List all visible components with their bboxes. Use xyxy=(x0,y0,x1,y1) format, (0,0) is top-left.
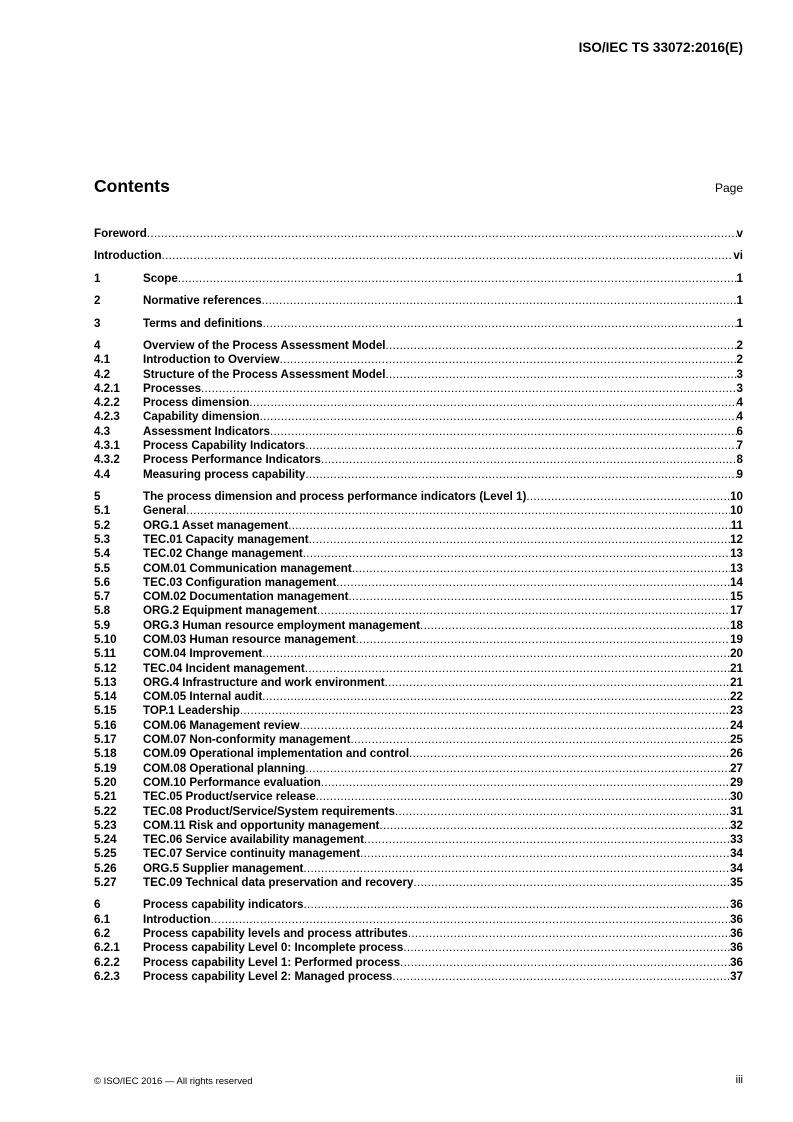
toc-entry-number: 5.13 xyxy=(94,675,117,689)
toc-entry-title: TEC.01 Capacity management xyxy=(143,532,309,546)
toc-entry-number: 5.27 xyxy=(94,876,117,890)
toc-entry[interactable] xyxy=(94,862,743,876)
toc-entry[interactable] xyxy=(94,468,743,482)
toc-dot-leader xyxy=(403,941,730,955)
toc-entry[interactable] xyxy=(94,410,743,424)
toc-entry-number: 5.22 xyxy=(94,804,117,818)
toc-dot-leader xyxy=(288,519,731,533)
toc-entry-title: Scope xyxy=(143,271,178,285)
toc-dot-leader xyxy=(409,747,730,761)
toc-entry[interactable] xyxy=(94,805,743,819)
toc-entry-title: Introduction to Overview xyxy=(143,353,280,367)
toc-entry-title: COM.11 Risk and opportunity management xyxy=(143,818,380,832)
toc-entry-number: 5.10 xyxy=(94,632,117,646)
toc-entry-number: 4 xyxy=(94,338,101,352)
toc-entry-page: 4 xyxy=(736,410,743,424)
toc-entry-title: TEC.05 Product/service release xyxy=(143,790,316,804)
toc-entry[interactable] xyxy=(94,941,743,955)
toc-entry-page: 10 xyxy=(730,504,743,518)
toc-entry-number: 2 xyxy=(94,294,101,308)
toc-entry-title: Process capability Level 0: Incomplete process xyxy=(143,941,404,955)
toc-entry[interactable] xyxy=(94,898,743,912)
toc-dot-leader xyxy=(350,733,730,747)
toc-entry[interactable] xyxy=(94,339,743,353)
toc-entry-title: COM.05 Internal audit xyxy=(143,690,263,704)
toc-dot-leader xyxy=(262,690,730,704)
toc-entry-page: 8 xyxy=(736,453,743,467)
copyright-notice: © ISO/IEC 2016 — All rights reserved xyxy=(94,1076,253,1087)
toc-dot-leader xyxy=(300,719,731,733)
toc-entry-title: Process capability levels and process attributes xyxy=(143,927,408,941)
toc-entry-number: 4.2.3 xyxy=(94,410,120,424)
toc-entry-number: 5.4 xyxy=(94,547,111,561)
toc-entry-title: COM.08 Operational planning xyxy=(143,761,306,775)
table-of-contents xyxy=(94,227,743,984)
toc-dot-leader xyxy=(420,619,730,633)
toc-entry-title: COM.02 Documentation management xyxy=(143,590,349,604)
page-number: iii xyxy=(735,1074,743,1086)
toc-dot-leader xyxy=(400,956,730,970)
toc-entry-page: 35 xyxy=(730,876,743,890)
toc-entry-title: TEC.06 Service availability management xyxy=(143,833,365,847)
toc-entry-title: Capability dimension xyxy=(143,410,260,424)
toc-entry-page: 2 xyxy=(736,338,743,352)
toc-dot-leader xyxy=(240,704,730,718)
toc-entry-page: 3 xyxy=(736,381,743,395)
toc-dot-leader xyxy=(201,382,737,396)
toc-entry[interactable] xyxy=(94,733,743,747)
toc-entry[interactable] xyxy=(94,504,743,518)
toc-entry-title: ORG.4 Infrastructure and work environment xyxy=(143,675,385,689)
toc-entry-number: 6.2.1 xyxy=(94,941,120,955)
toc-entry-number: 6.2.2 xyxy=(94,955,120,969)
toc-dot-leader xyxy=(316,790,730,804)
toc-entry[interactable] xyxy=(94,272,743,286)
toc-entry-page: 4 xyxy=(736,396,743,410)
toc-entry-number: 5.5 xyxy=(94,561,111,575)
toc-dot-leader xyxy=(526,490,730,504)
toc-entry-title: Terms and definitions xyxy=(143,316,263,330)
toc-dot-leader xyxy=(395,805,730,819)
toc-entry[interactable] xyxy=(94,533,743,547)
toc-entry[interactable] xyxy=(94,662,743,676)
toc-entry-number: 5.8 xyxy=(94,604,111,618)
toc-entry-page: 26 xyxy=(730,747,743,761)
toc-entry-number: 5.23 xyxy=(94,818,117,832)
toc-dot-leader xyxy=(147,227,737,241)
toc-entry-page: 34 xyxy=(730,861,743,875)
toc-entry-number: 6.1 xyxy=(94,912,111,926)
toc-entry-title: COM.07 Non-conformity management xyxy=(143,733,351,747)
toc-dot-leader xyxy=(162,249,734,263)
toc-dot-leader xyxy=(262,294,737,308)
toc-entry-title: Process dimension xyxy=(143,396,250,410)
toc-entry-page: 1 xyxy=(736,294,743,308)
toc-entry-page: v xyxy=(736,227,743,240)
toc-entry-page: 19 xyxy=(730,632,743,646)
toc-dot-leader xyxy=(352,562,730,576)
toc-dot-leader xyxy=(413,876,730,890)
toc-entry-page: 27 xyxy=(730,761,743,775)
toc-entry-title: Introduction xyxy=(94,249,162,263)
toc-entry-title: Processes xyxy=(143,381,202,395)
toc-entry-title: COM.04 Improvement xyxy=(143,647,263,661)
toc-entry[interactable] xyxy=(94,368,743,382)
toc-dot-leader xyxy=(263,317,737,331)
toc-dot-leader xyxy=(379,819,730,833)
toc-dot-leader xyxy=(249,396,736,410)
toc-entry-title: The process dimension and process performance indicators (Level 1) xyxy=(143,490,527,504)
toc-entry-title: COM.03 Human resource management xyxy=(143,632,356,646)
toc-entry-number: 5.12 xyxy=(94,661,117,675)
toc-entry[interactable] xyxy=(94,690,743,704)
toc-entry-title: COM.09 Operational implementation and control xyxy=(143,747,410,761)
toc-entry[interactable] xyxy=(94,604,743,618)
toc-entry-title: Process capability Level 2: Managed process xyxy=(143,969,393,983)
toc-entry-number: 4.3 xyxy=(94,424,111,438)
toc-entry-title: TOP.1 Leadership xyxy=(143,704,240,718)
toc-entry-number: 4.2.2 xyxy=(94,396,120,410)
toc-entry-title: TEC.02 Change management xyxy=(143,547,303,561)
toc-dot-leader xyxy=(178,272,737,286)
toc-entry-page: 36 xyxy=(730,898,743,912)
toc-entry-title: TEC.09 Technical data preservation and recovery xyxy=(143,876,414,890)
toc-entry-number: 6.2.3 xyxy=(94,969,120,983)
toc-dot-leader xyxy=(305,468,736,482)
toc-entry[interactable] xyxy=(94,439,743,453)
toc-entry[interactable] xyxy=(94,519,743,533)
toc-entry-title: Process Performance Indicators xyxy=(143,453,321,467)
toc-dot-leader xyxy=(305,762,730,776)
toc-dot-leader xyxy=(321,453,737,467)
toc-entry-title: ORG.1 Asset management xyxy=(143,518,289,532)
toc-entry-number: 5.17 xyxy=(94,733,117,747)
toc-entry-number: 5.19 xyxy=(94,761,117,775)
toc-dot-leader xyxy=(211,913,730,927)
toc-entry-number: 4.4 xyxy=(94,467,111,481)
toc-entry[interactable] xyxy=(94,547,743,561)
contents-title: Contents xyxy=(94,176,170,196)
toc-entry-number: 6.2 xyxy=(94,927,111,941)
toc-entry-page: 13 xyxy=(730,561,743,575)
toc-entry-page: 31 xyxy=(730,804,743,818)
toc-entry-title: COM.06 Management review xyxy=(143,718,300,732)
toc-entry-page: 7 xyxy=(736,439,743,453)
toc-dot-leader xyxy=(356,633,730,647)
toc-entry-page: 15 xyxy=(730,590,743,604)
toc-entry-page: 37 xyxy=(730,969,743,983)
toc-entry[interactable] xyxy=(94,776,743,790)
toc-entry-number: 5.9 xyxy=(94,618,111,632)
toc-entry[interactable] xyxy=(94,353,743,367)
toc-entry-title: Normative references xyxy=(143,294,262,308)
toc-entry[interactable] xyxy=(94,227,743,241)
toc-entry[interactable] xyxy=(94,876,743,890)
toc-entry-page: 1 xyxy=(736,271,743,285)
toc-dot-leader xyxy=(262,647,730,661)
toc-entry-page: 30 xyxy=(730,790,743,804)
toc-entry-title: General xyxy=(143,504,187,518)
toc-entry-number: 4.2.1 xyxy=(94,381,120,395)
toc-entry[interactable] xyxy=(94,294,743,308)
toc-entry[interactable] xyxy=(94,619,743,633)
toc-entry-page: 34 xyxy=(730,847,743,861)
toc-dot-leader xyxy=(260,410,737,424)
toc-entry-title: Overview of the Process Assessment Model xyxy=(143,338,386,352)
toc-entry-page: 21 xyxy=(730,661,743,675)
toc-entry-page: 13 xyxy=(730,547,743,561)
toc-dot-leader xyxy=(270,425,737,439)
toc-entry-title: Process Capability Indicators xyxy=(143,439,306,453)
toc-dot-leader xyxy=(280,353,737,367)
toc-entry-number: 5.26 xyxy=(94,861,117,875)
toc-dot-leader xyxy=(321,776,730,790)
toc-entry-page: 36 xyxy=(730,927,743,941)
toc-dot-leader xyxy=(392,970,730,984)
toc-dot-leader xyxy=(385,676,731,690)
toc-entry[interactable] xyxy=(94,676,743,690)
toc-entry-page: 36 xyxy=(730,941,743,955)
toc-entry-number: 5.2 xyxy=(94,518,111,532)
toc-entry-page: 10 xyxy=(730,490,743,504)
toc-entry-title: COM.01 Communication management xyxy=(143,561,352,575)
toc-dot-leader xyxy=(303,862,730,876)
toc-entry-number: 5.11 xyxy=(94,647,116,661)
toc-dot-leader xyxy=(305,662,730,676)
toc-entry-number: 5.14 xyxy=(94,690,117,704)
toc-entry-title: ORG.2 Equipment management xyxy=(143,604,317,618)
toc-entry-number: 5.25 xyxy=(94,847,117,861)
toc-entry[interactable] xyxy=(94,396,743,410)
toc-entry-title: TEC.07 Service continuity management xyxy=(143,847,361,861)
toc-entry-page: 12 xyxy=(730,532,743,546)
toc-dot-leader xyxy=(305,439,736,453)
toc-entry-page: 20 xyxy=(730,647,743,661)
toc-dot-leader xyxy=(336,576,730,590)
toc-dot-leader xyxy=(303,547,730,561)
toc-entry-number: 4.2 xyxy=(94,367,111,381)
toc-entry-page: 21 xyxy=(730,675,743,689)
toc-dot-leader xyxy=(317,604,730,618)
toc-entry[interactable] xyxy=(94,790,743,804)
toc-dot-leader xyxy=(360,847,730,861)
toc-entry-page: 2 xyxy=(736,353,743,367)
toc-entry[interactable] xyxy=(94,633,743,647)
toc-entry[interactable] xyxy=(94,833,743,847)
toc-entry[interactable] xyxy=(94,453,743,467)
toc-dot-leader xyxy=(309,533,731,547)
document-id: ISO/IEC TS 33072:2016(E) xyxy=(578,40,743,55)
toc-entry-number: 4.3.2 xyxy=(94,453,120,467)
toc-entry-page: 14 xyxy=(730,575,743,589)
toc-entry-title: ORG.3 Human resource employment management xyxy=(143,618,421,632)
toc-entry[interactable] xyxy=(94,590,743,604)
toc-dot-leader xyxy=(364,833,730,847)
toc-entry-page: 6 xyxy=(736,424,743,438)
toc-entry[interactable] xyxy=(94,317,743,331)
toc-entry-page: 3 xyxy=(736,367,743,381)
toc-entry[interactable] xyxy=(94,970,743,984)
toc-entry[interactable] xyxy=(94,490,743,504)
toc-entry-page: 29 xyxy=(730,775,743,789)
toc-entry[interactable] xyxy=(94,704,743,718)
toc-entry-title: COM.10 Performance evaluation xyxy=(143,775,321,789)
toc-entry[interactable] xyxy=(94,927,743,941)
toc-entry-page: 32 xyxy=(730,818,743,832)
toc-entry-number: 5.1 xyxy=(94,504,111,518)
toc-entry[interactable] xyxy=(94,956,743,970)
toc-entry[interactable] xyxy=(94,576,743,590)
toc-dot-leader xyxy=(408,927,730,941)
toc-entry-title: Process capability indicators xyxy=(143,898,304,912)
toc-entry-page: 22 xyxy=(730,690,743,704)
toc-entry[interactable] xyxy=(94,647,743,661)
toc-entry-number: 5.21 xyxy=(94,790,117,804)
toc-entry-title: Assessment Indicators xyxy=(143,424,270,438)
toc-entry-title: Foreword xyxy=(94,227,147,240)
toc-entry-page: 23 xyxy=(730,704,743,718)
toc-entry-page: 33 xyxy=(730,833,743,847)
toc-entry[interactable] xyxy=(94,847,743,861)
toc-entry-number: 5.20 xyxy=(94,775,117,789)
toc-entry-number: 1 xyxy=(94,271,101,285)
toc-entry-title: TEC.03 Configuration management xyxy=(143,575,337,589)
toc-entry[interactable] xyxy=(94,747,743,761)
toc-entry-page: 36 xyxy=(730,912,743,926)
toc-entry-title: TEC.08 Product/Service/System requirements xyxy=(143,804,395,818)
toc-entry-number: 5.7 xyxy=(94,590,111,604)
toc-entry-page: 9 xyxy=(736,467,743,481)
toc-entry-number: 6 xyxy=(94,898,101,912)
toc-entry[interactable] xyxy=(94,913,743,927)
toc-entry-page: 1 xyxy=(736,316,743,330)
toc-entry-title: TEC.04 Incident management xyxy=(143,661,305,675)
toc-dot-leader xyxy=(186,504,730,518)
toc-entry[interactable] xyxy=(94,762,743,776)
toc-entry-number: 5.6 xyxy=(94,575,111,589)
toc-entry-page: 36 xyxy=(730,955,743,969)
contents-heading xyxy=(94,176,743,197)
toc-dot-leader xyxy=(386,339,737,353)
toc-dot-leader xyxy=(349,590,731,604)
toc-entry-title: Measuring process capability xyxy=(143,467,306,481)
toc-entry-page: 17 xyxy=(730,604,743,618)
toc-entry-title: ORG.5 Supplier management xyxy=(143,861,304,875)
toc-entry-number: 4.3.1 xyxy=(94,439,120,453)
toc-entry-number: 5.3 xyxy=(94,532,111,546)
toc-entry[interactable] xyxy=(94,719,743,733)
toc-entry[interactable] xyxy=(94,425,743,439)
toc-entry[interactable] xyxy=(94,249,743,263)
toc-entry-page: vi xyxy=(733,249,743,263)
toc-dot-leader xyxy=(303,898,730,912)
toc-entry-number: 5.16 xyxy=(94,718,117,732)
toc-entry-page: 18 xyxy=(730,618,743,632)
toc-entry[interactable] xyxy=(94,819,743,833)
toc-entry-title: Structure of the Process Assessment Model xyxy=(143,367,386,381)
toc-entry-page: 24 xyxy=(730,718,743,732)
toc-dot-leader xyxy=(385,368,736,382)
toc-entry-page: 25 xyxy=(730,733,743,747)
toc-entry-number: 3 xyxy=(94,316,101,330)
toc-entry-number: 5.15 xyxy=(94,704,117,718)
toc-entry-title: Introduction xyxy=(143,912,211,926)
page-column-label: Page xyxy=(714,181,743,195)
toc-entry[interactable] xyxy=(94,382,743,396)
toc-entry-page: 11 xyxy=(730,518,743,532)
toc-entry[interactable] xyxy=(94,562,743,576)
toc-entry-title: Process capability Level 1: Performed process xyxy=(143,955,401,969)
toc-entry-number: 5 xyxy=(94,490,101,504)
toc-entry-number: 4.1 xyxy=(94,353,111,367)
toc-entry-number: 5.24 xyxy=(94,833,117,847)
toc-entry-number: 5.18 xyxy=(94,747,117,761)
